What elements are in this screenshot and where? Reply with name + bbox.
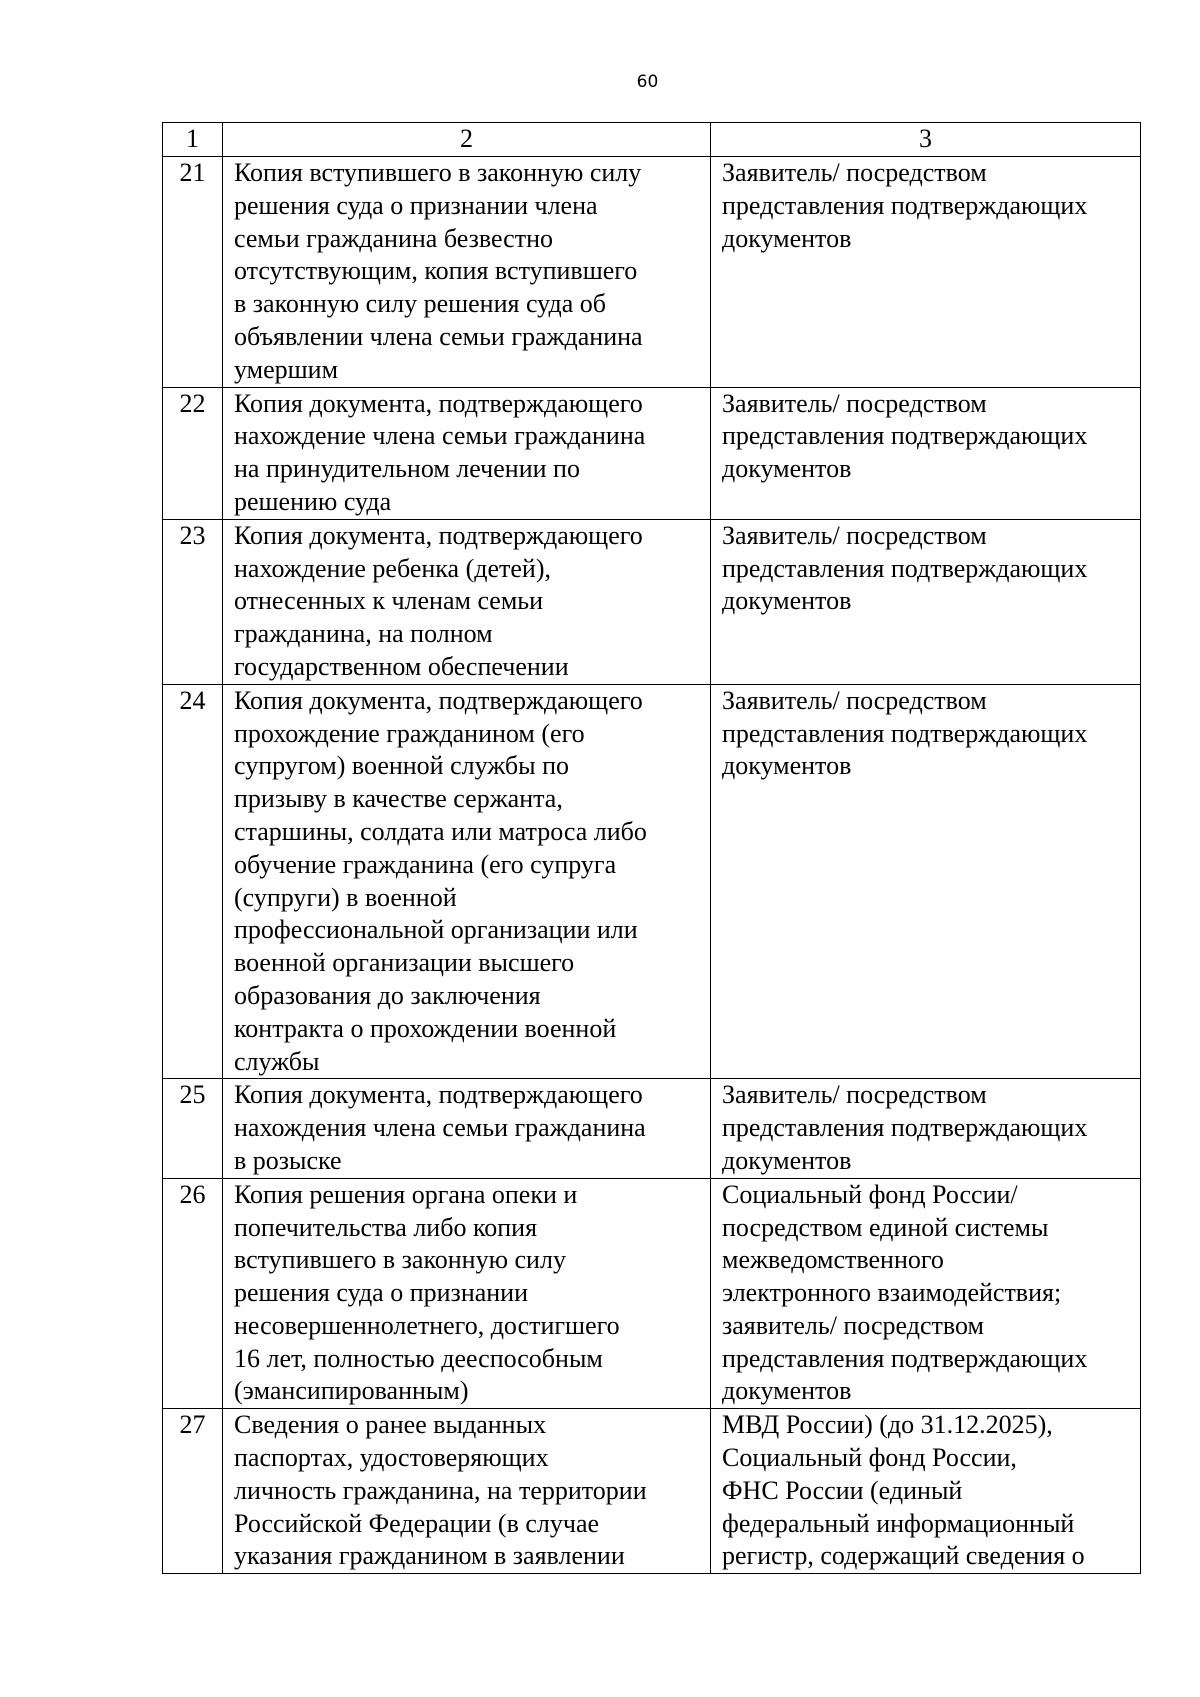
header-cell-number: 1 <box>163 123 223 157</box>
source-cell <box>711 387 1141 519</box>
source-text: Заявитель/ посредством представления подтверждающих документов <box>722 158 1088 253</box>
source-text: МВД России) (до 31.12.2025), Социальный фонд России, ФНС России (единый федеральный информационный регистр, содержащий сведения о <box>722 1410 1085 1571</box>
source-cell <box>711 684 1141 1079</box>
row-number: 26 <box>163 1178 223 1409</box>
document-cell <box>223 387 711 519</box>
source-cell <box>711 157 1141 388</box>
source-cell <box>711 1409 1141 1574</box>
table-row <box>163 519 1141 684</box>
document-cell <box>223 684 711 1079</box>
header-cell-source: 3 <box>711 123 1141 157</box>
table-header-row <box>163 123 1141 157</box>
table-row <box>163 157 1141 388</box>
row-number: 23 <box>163 519 223 684</box>
header-cell-document: 2 <box>223 123 711 157</box>
row-number: 25 <box>163 1079 223 1178</box>
source-text: Заявитель/ посредством представления подтверждающих документов <box>722 685 1088 781</box>
row-number: 21 <box>163 157 223 388</box>
document-text: Копия документа, подтверждающего нахождение члена семьи гражданина на принудительном лечении по решению суда <box>234 388 646 516</box>
table-row <box>163 684 1141 1079</box>
row-number: 27 <box>163 1409 223 1574</box>
document-table <box>162 122 1141 1574</box>
document-text: Копия документа, подтверждающего нахождение ребенка (детей), отнесенных к членам семьи гражданина, на полном государственном обеспечении <box>234 520 643 681</box>
document-text: Копия решения органа опеки и попечительства либо копия вступившего в законную силу решения суда о признании несовершеннолетнего, достигшего 16 лет, полностью дееспособным (эмансипированным) <box>234 1179 620 1406</box>
source-text: Социальный фонд России/ посредством единой системы межведомственного электронного взаимодействия; заявитель/ посредством представления подтверждающих документов <box>722 1179 1088 1406</box>
document-text: Копия вступившего в законную силу решения суда о признании члена семьи гражданина безвестно отсутствующим, копия вступившего в законную силу решения суда об объявлении члена семьи гражданина умершим <box>234 158 643 384</box>
table-row <box>163 1178 1141 1409</box>
table-row <box>163 1409 1141 1574</box>
row-number: 24 <box>163 684 223 1079</box>
source-text: Заявитель/ посредством представления подтверждающих документов <box>722 388 1088 484</box>
source-text: Заявитель/ посредством представления подтверждающих документов <box>722 520 1088 616</box>
source-cell <box>711 1178 1141 1409</box>
document-cell <box>223 157 711 388</box>
page-number: 60 <box>636 72 659 92</box>
document-text: Сведения о ранее выданных паспортах, удостоверяющих личность гражданина, на территории Российской Федерации (в случае указания гражданином в заявлении <box>234 1410 647 1571</box>
row-number: 22 <box>163 387 223 519</box>
source-cell <box>711 1079 1141 1178</box>
document-text: Копия документа, подтверждающего нахождения члена семьи гражданина в розыске <box>234 1080 646 1175</box>
document-text: Копия документа, подтверждающего прохождение гражданином (его супругом) военной службы по призыву в качестве сержанта, старшины, солдата или матроса либо обучение гражданина (его супруга (супруги) в военной профессиональной организации или военной организации высшего образования до заключения контракта о прохождении военной службы <box>234 685 647 1076</box>
table-row <box>163 1079 1141 1178</box>
document-cell <box>223 519 711 684</box>
document-cell <box>223 1409 711 1574</box>
source-cell <box>711 519 1141 684</box>
document-cell <box>223 1079 711 1178</box>
source-text: Заявитель/ посредством представления подтверждающих документов <box>722 1080 1088 1175</box>
document-cell <box>223 1178 711 1409</box>
table-row <box>163 387 1141 519</box>
